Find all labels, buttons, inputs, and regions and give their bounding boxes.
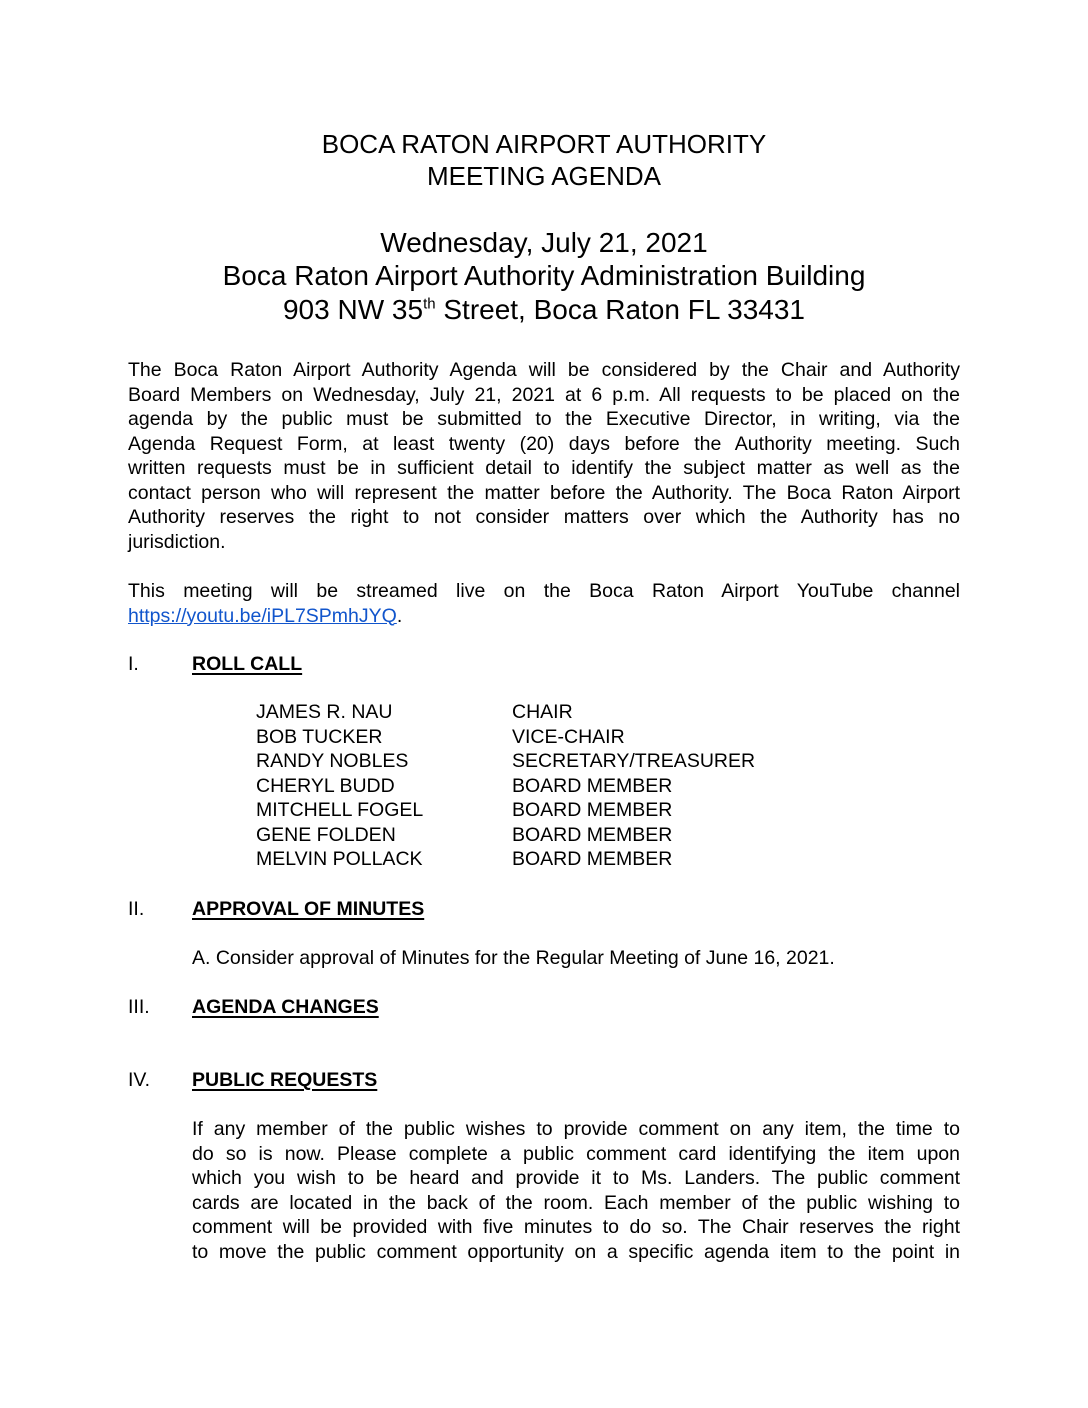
- section-title-public-requests: PUBLIC REQUESTS: [192, 1069, 378, 1091]
- member-name: RANDY NOBLES: [256, 750, 409, 772]
- intro-line: jurisdiction.: [128, 530, 226, 553]
- intro-line: written requests must be in sufficient detail to identify the subject matter as well as the: [128, 457, 960, 479]
- address-rest: Street, Boca Raton FL 33431: [435, 294, 805, 325]
- section-number-3: III.: [128, 996, 150, 1018]
- member-name: GENE FOLDEN: [256, 823, 396, 846]
- public-requests-line: which you wish to be heard and provide it to Ms. Landers. The public comment: [192, 1167, 960, 1189]
- intro-line: The Boca Raton Airport Authority Agenda will be considered by the Chair and Authority: [128, 359, 960, 381]
- public-requests-line: comment will be provided with five minutes to do so. The Chair reserves the right: [192, 1216, 960, 1238]
- member-role: BOARD MEMBER: [512, 848, 673, 870]
- member-role: VICE-CHAIR: [512, 725, 625, 748]
- meeting-address: [0, 292, 1088, 328]
- address-ordinal: th: [423, 295, 436, 313]
- document-title: BOCA RATON AIRPORT AUTHORITY: [321, 129, 767, 159]
- member-role: BOARD MEMBER: [512, 823, 673, 846]
- member-role: CHAIR: [512, 701, 573, 723]
- public-requests-line: to move the public comment opportunity on a specific agenda item to the point in: [192, 1240, 960, 1263]
- intro-line: contact person who will represent the matter before the Authority. The Boca Raton Airport: [128, 481, 960, 504]
- youtube-link[interactable]: https://youtu.be/iPL7SPmhJYQ: [128, 604, 397, 627]
- public-requests-line: do so is now. Please complete a public comment card identifying the item upon: [192, 1142, 960, 1165]
- intro-paragraph: [128, 358, 960, 554]
- intro-line: agenda by the public must be submitted to the Executive Director, in writing, via the: [128, 408, 960, 430]
- stream-period: .: [396, 604, 403, 627]
- member-role: SECRETARY/TREASURER: [512, 750, 756, 772]
- public-requests-line: cards are located in the back of the room. Each member of the public wishing to: [192, 1191, 960, 1214]
- intro-line: Authority reserves the right to not consider matters over which the Authority has no: [128, 506, 960, 528]
- member-name: MELVIN POLLACK: [256, 848, 423, 870]
- document-subtitle: MEETING AGENDA: [426, 161, 662, 191]
- roll-call-row: [256, 725, 755, 750]
- member-name: JAMES R. NAU: [256, 701, 393, 723]
- member-name: CHERYL BUDD: [256, 774, 395, 797]
- member-role: BOARD MEMBER: [512, 799, 673, 821]
- stream-paragraph: [128, 579, 960, 628]
- public-requests-line: If any member of the public wishes to provide comment on any item, the time to: [192, 1118, 960, 1140]
- roll-call-row: [256, 700, 755, 725]
- roll-call-row: [256, 774, 755, 799]
- roll-call-row: [256, 847, 755, 872]
- meeting-date: Wednesday, July 21, 2021: [380, 227, 708, 258]
- roll-call-row: [256, 823, 755, 848]
- member-role: BOARD MEMBER: [512, 774, 673, 797]
- intro-line: Board Members on Wednesday, July 21, 2021 at 6 p.m. All requests to be placed on the: [128, 383, 960, 406]
- section-number-1: I.: [128, 653, 139, 675]
- section-title-agenda-changes: AGENDA CHANGES: [192, 996, 379, 1018]
- stream-link-line: [128, 604, 960, 629]
- meeting-venue: Boca Raton Airport Authority Administration Building: [222, 260, 866, 291]
- section-title-roll-call: ROLL CALL: [192, 653, 303, 675]
- section-title-approval-of-minutes: APPROVAL OF MINUTES: [192, 898, 425, 920]
- public-requests-paragraph: [192, 1117, 960, 1264]
- roll-call-row: [256, 798, 755, 823]
- intro-line: Agenda Request Form, at least twenty (20) days before the Authority meeting. Such: [128, 432, 960, 455]
- minutes-item-a: A. Consider approval of Minutes for the Regular Meeting of June 16, 2021.: [192, 947, 835, 969]
- stream-text: This meeting will be streamed live on the Boca Raton Airport YouTube channel: [128, 580, 960, 602]
- member-name: MITCHELL FOGEL: [256, 799, 424, 821]
- address-number: 903 NW 35: [282, 294, 424, 325]
- roll-call-list: [256, 700, 755, 872]
- roll-call-row: [256, 749, 755, 774]
- section-number-2: II.: [128, 898, 145, 920]
- section-number-4: IV.: [128, 1069, 151, 1091]
- member-name: BOB TUCKER: [256, 725, 383, 748]
